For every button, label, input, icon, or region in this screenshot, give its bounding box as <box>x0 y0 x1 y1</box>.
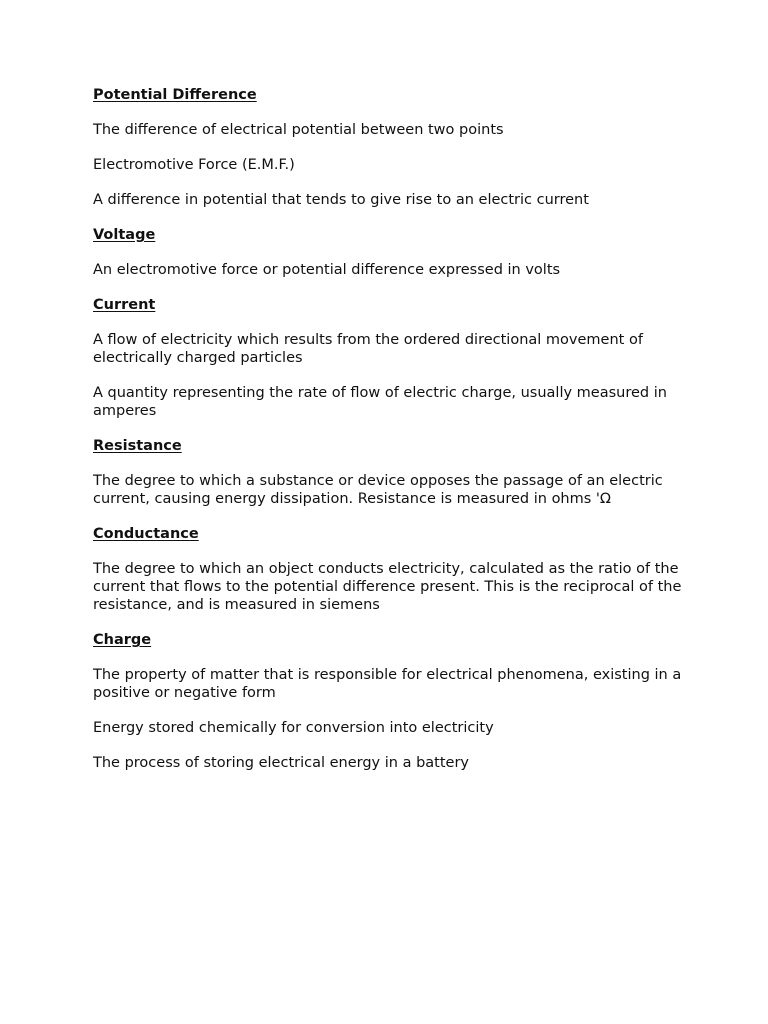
definition-paragraph: The difference of electrical potential between two points <box>93 122 504 138</box>
heading-resistance: Resistance <box>93 438 182 454</box>
definition-paragraph: Electromotive Force (E.M.F.) <box>93 157 295 173</box>
definition-paragraph: A difference in potential that tends to give rise to an electric current <box>93 192 589 208</box>
definition-paragraph: A flow of electricity which results from the ordered directional movement of electrically charged particles <box>93 332 643 366</box>
definition-paragraph: The degree to which a substance or device opposes the passage of an electric current, causing energy dissipation. Resistance is measured in ohms 'Ω <box>93 473 663 507</box>
definition-paragraph: An electromotive force or potential difference expressed in volts <box>93 262 561 278</box>
heading-charge: Charge <box>93 632 152 648</box>
heading-voltage: Voltage <box>93 227 156 243</box>
definition-paragraph: The degree to which an object conducts electricity, calculated as the ratio of the current that flows to the potential difference present. This is the reciprocal of the resistance, and is measured in siemens <box>93 561 682 613</box>
heading-conductance: Conductance <box>93 526 199 542</box>
definition-paragraph: The process of storing electrical energy in a battery <box>93 755 469 771</box>
definition-paragraph: The property of matter that is responsible for electrical phenomena, existing in a positive or negative form <box>93 667 682 701</box>
document-page <box>93 86 693 772</box>
heading-current: Current <box>93 297 156 313</box>
definition-paragraph: A quantity representing the rate of flow of electric charge, usually measured in amperes <box>93 385 667 419</box>
heading-potential-difference: Potential Difference <box>93 87 257 103</box>
definition-paragraph: Energy stored chemically for conversion into electricity <box>93 720 494 736</box>
